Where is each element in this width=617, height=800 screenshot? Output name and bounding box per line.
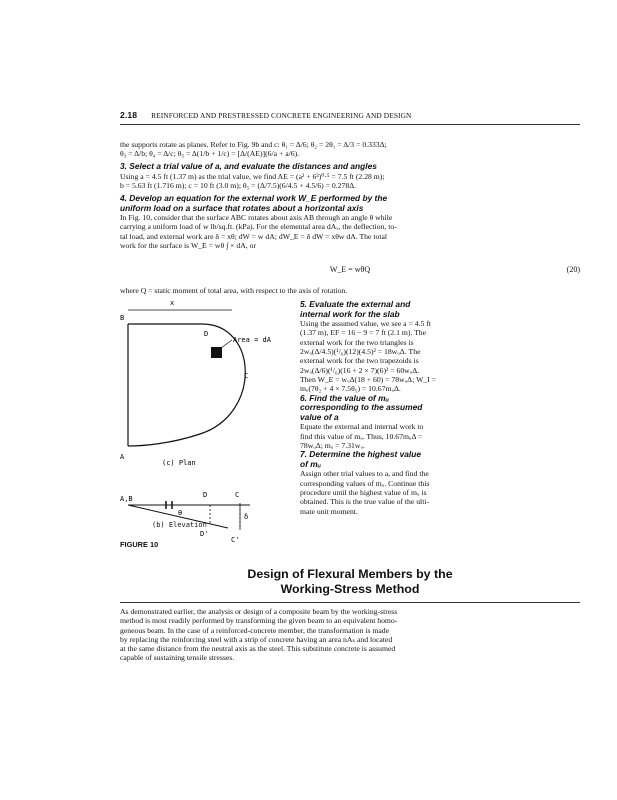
step-5-line: external work for the two trapezoids is (300, 356, 419, 366)
paragraph-line: As demonstrated earlier, the analysis or design of a composite beam by the working-stress (120, 607, 398, 616)
equation-20 (120, 265, 580, 274)
running-title: REINFORCED AND PRESTRESSED CONCRETE ENGINEERING AND DESIGN (151, 111, 412, 120)
step-3-heading: 3. Select a trial value of a, and evaluate the distances and angles (120, 161, 377, 171)
step-6-heading: corresponding to the assumed (300, 402, 423, 413)
right-column (300, 300, 580, 516)
label-C-elevation: C (235, 491, 240, 499)
step-6-line: find this value of mᵤ. Thus, 10.67mᵤΔ = (300, 431, 423, 441)
elemental-area (211, 347, 222, 358)
step-7-line: obtained. This is the true value of the ulti- (300, 497, 430, 507)
step-4-line: In Fig. 10, consider that the surface ABC rotates about axis AB through an angle θ while (120, 213, 393, 223)
step-3-line: Using a = 4.5 ft (1.37 m) as the trial value, we find AE = (a² + 6²)⁰·⁵ = 7.5 ft (2.28 m); (120, 171, 385, 181)
paragraph-line: by replacing the reinforcing steel with a strip of concrete having an area nAₛ and located (120, 634, 393, 644)
plan-caption: (c) Plan (162, 459, 196, 467)
paragraph-line: geneous beam. In the case of a reinforced-concrete member, the transformation is made (120, 625, 390, 635)
step-5-line: 2wᵤ(Δ/4.5)(¹/₆)(12)(4.5)² = 18wᵤΔ. The (300, 347, 421, 357)
section-title-line: Working-Stress Method (280, 582, 420, 596)
step-7-heading: of mᵤ (300, 458, 322, 469)
header-rule (120, 124, 580, 125)
step-3 (120, 162, 580, 190)
label-D-elevation: D (203, 491, 208, 499)
step-5-heading: 5. Evaluate the external and (300, 299, 411, 309)
step-5-line: external work for the two triangles is (300, 337, 414, 347)
step-6-heading: 6. Find the value of mᵤ (300, 392, 389, 403)
label-B: B (120, 314, 125, 322)
step-7-line: mate unit moment. (300, 506, 358, 516)
intro-line: the supports rotate as planes. Refer to Fig. 9b and c: θ₁ = Δ/6; θ₂ = 2θ₁ = Δ/3 = 0.333Δ; (120, 140, 387, 149)
step-5-line: 2wᵤ(Δ/6)(¹/₆)(16 + 2 × 7)(6)² = 60wᵤΔ. (300, 365, 420, 375)
label-x: x (170, 299, 175, 307)
step-5-heading: internal work for the slab (300, 308, 400, 319)
step-4-line: carrying a uniform load of w lb/sq.ft. (kPa). For the elemental area dAₓ, the deflection, to- (120, 222, 397, 232)
plan-view (120, 299, 272, 467)
label-AB: A,B (120, 495, 133, 503)
label-C-prime: C' (231, 536, 240, 544)
area-label: Area = dA (233, 336, 271, 344)
step-6-line: Equate the external and internal work to (300, 422, 424, 432)
where-line: where Q = static moment of total area, with respect to the axis of rotation. (120, 286, 348, 295)
elevation-caption: (b) Elevation (152, 521, 207, 529)
step-4-line: work for the surface is W_E = wθ ∫ × dA, or (120, 241, 257, 251)
step-7-line: procedure until the highest value of mᵤ is (300, 488, 427, 498)
section-title (120, 567, 580, 597)
figure-caption: FIGURE 10 (120, 540, 159, 549)
step-6-line: 78wᵤΔ; mᵤ = 7.31wᵤ. (300, 440, 365, 450)
elevation-view (120, 491, 250, 544)
step-4-heading: uniform load on a surface that rotates about a horizontal axis (120, 202, 364, 213)
section-rule (120, 602, 580, 603)
label-C: C (244, 372, 249, 380)
delta-label: δ (244, 513, 249, 521)
equation-text: W_E = wθQ (329, 265, 371, 274)
step-7-heading: 7. Determine the highest value (300, 449, 422, 460)
figure-10-diagram (120, 296, 295, 544)
theta-label: θ (178, 509, 183, 517)
section-title-line: Design of Flexural Members by the (247, 567, 453, 581)
running-header (120, 110, 580, 120)
label-D: D (204, 330, 209, 338)
paragraph-line: method is most readily performed by transforming the given beam to an equivalent homo- (120, 616, 398, 626)
page-number: 2.18 (120, 110, 138, 120)
paragraph-line: at the same distance from the neutral axis as the steel. This substitute concrete is assumed (120, 644, 396, 654)
step-7-line: Assign other trial values to a, and find the (300, 469, 429, 479)
intro-line: θ₃ = Δ/b; θ₄ = Δ/c; θ₅ = Δ(1/b + 1/c) = [Δ/(AE)](6/a + a/6). (120, 149, 300, 159)
label-D-prime: D' (200, 530, 209, 538)
area-leader (221, 340, 232, 348)
step-5-line: (1.37 m), EF = 16 − 9 = 7 ft (2.1 m). The (300, 328, 427, 338)
step-5-line: Using the assumed value, we see a = 4.5 ft (300, 319, 431, 329)
step-5-line: mᵤ(7θ₂ + 4 × 7.5θ₅) = 10.67mᵤΔ. (300, 384, 401, 394)
step-4-heading: 4. Develop an equation for the external work W_E performed by the (120, 193, 388, 203)
step-3-line: b = 5.63 ft (1.716 m); c = 10 ft (3.0 m); θ₅ = (Δ/7.5)(6/4.5 + 4.5/6) = 0.278Δ. (120, 180, 357, 190)
paragraph-line: capable of sustaining tensile stresses. (120, 653, 235, 663)
step-6-heading: value of a (300, 411, 339, 422)
step-5-line: Then W_E = wᵤΔ(18 + 60) = 78wᵤΔ; W_I = (300, 374, 437, 384)
curved-edge (128, 324, 245, 446)
step-4-line: tal load, and external work are δ = xθ; dW = w dA; dW_E = δ dW = xθw dA. The total (120, 231, 388, 241)
equation-number: (20) (566, 265, 580, 274)
step-7-line: corresponding values of mᵤ. Continue this (300, 478, 430, 488)
label-A: A (120, 453, 125, 461)
intro-paragraph (120, 140, 580, 159)
section-paragraph (120, 607, 580, 663)
step-4 (120, 194, 580, 250)
